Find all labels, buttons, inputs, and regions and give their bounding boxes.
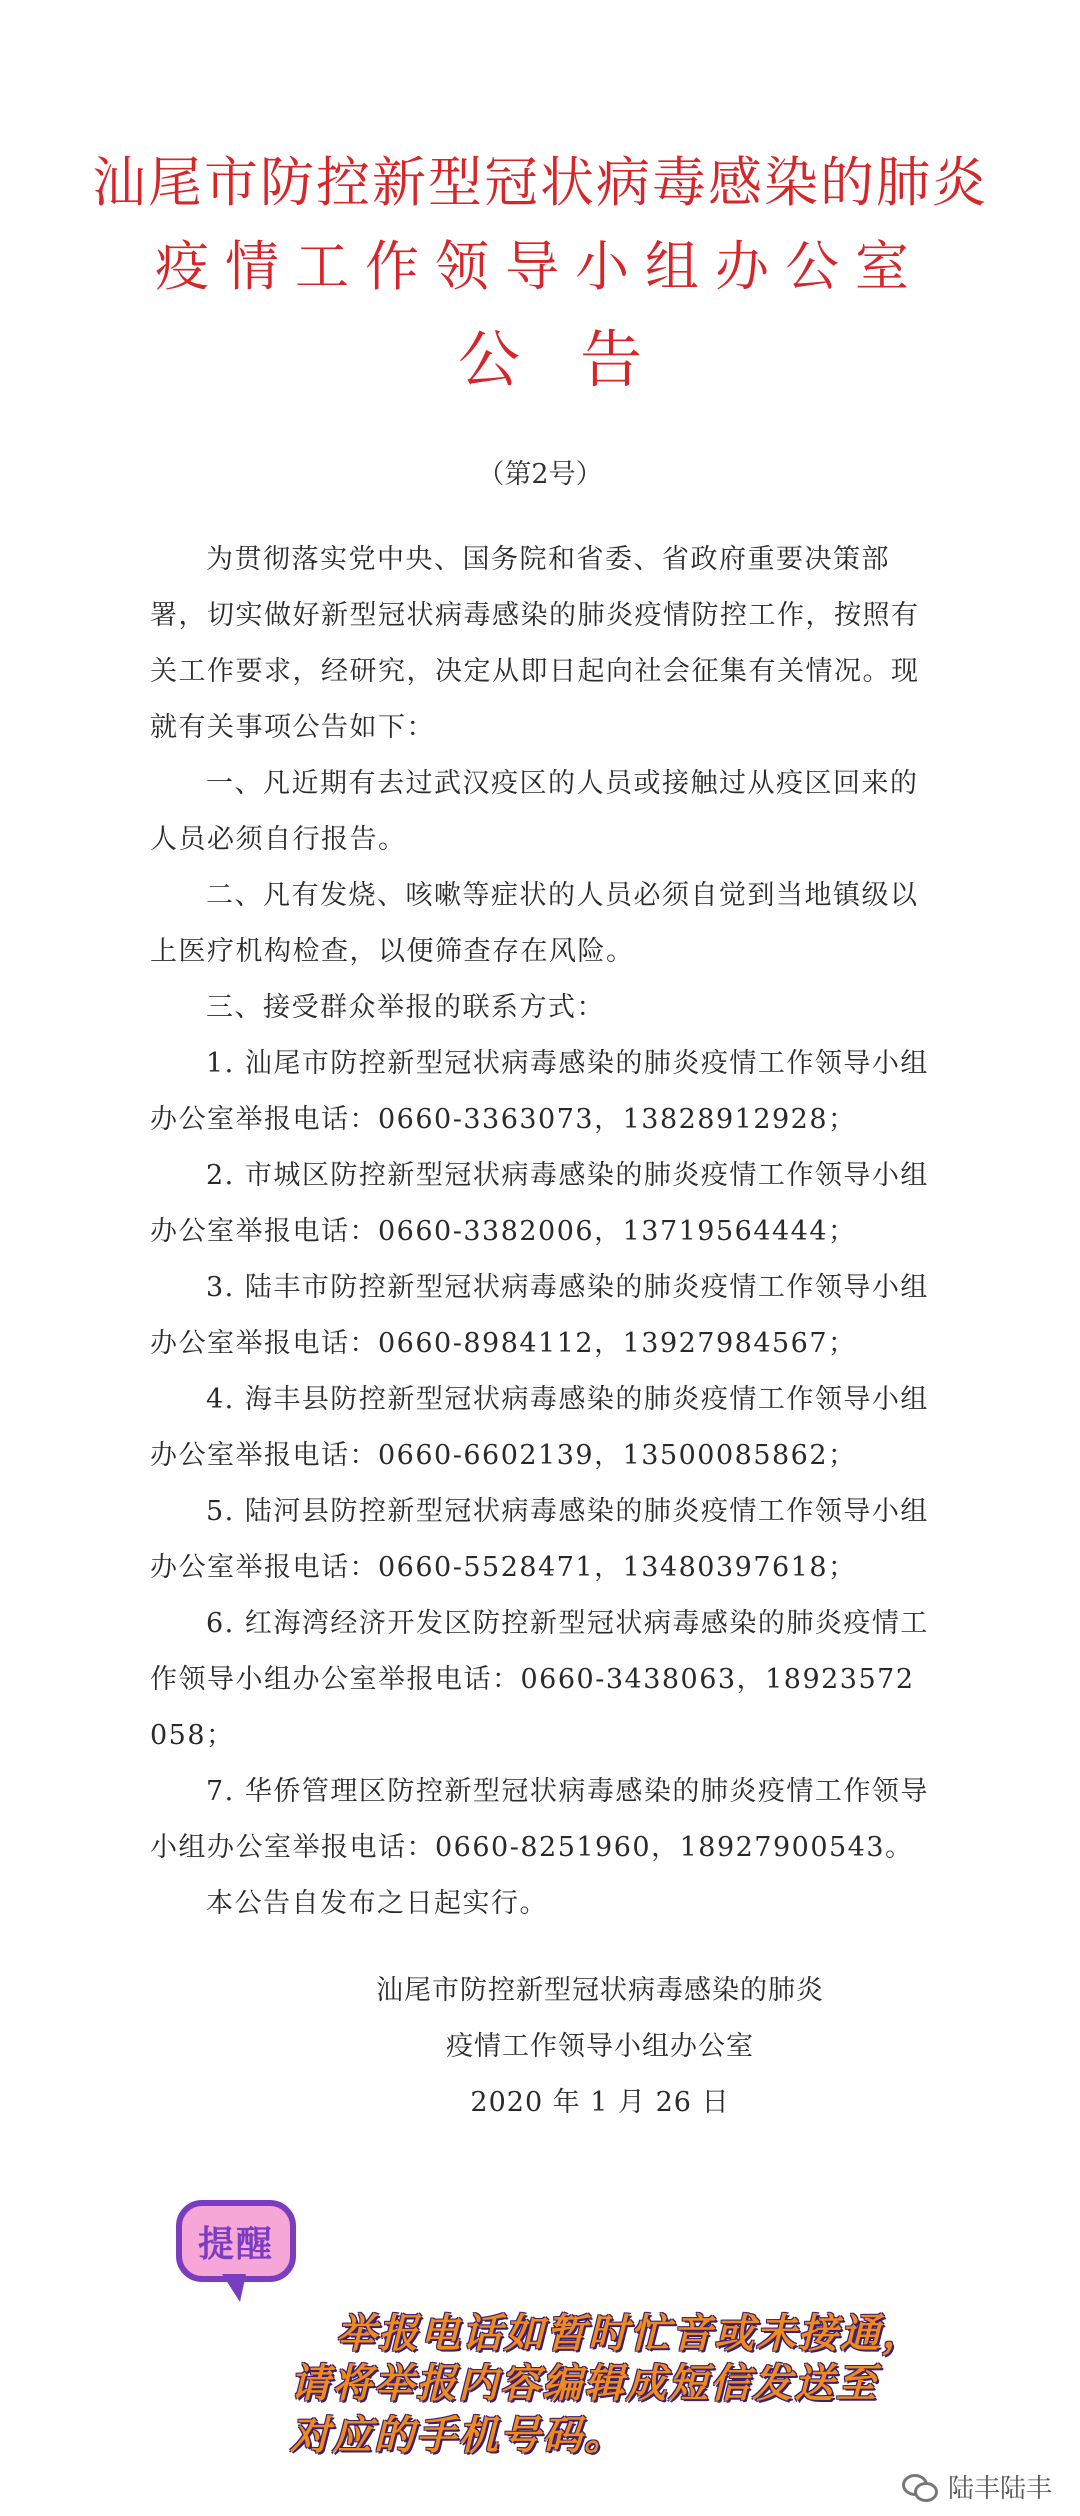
- signature-line-1: 汕尾市防控新型冠状病毒感染的肺炎: [376, 1975, 824, 2006]
- body-paragraph: 一、凡近期有去过武汉疫区的人员或接触过从疫区回来的人员必须自行报告。: [150, 768, 919, 855]
- reminder-line-1: 举报电话如暂时忙音或未接通，: [336, 2311, 924, 2357]
- watermark-text: 陆丰陆丰: [947, 2474, 1052, 2504]
- hotline-item: 4. 海丰县防控新型冠状病毒感染的肺炎疫情工作领导小组办公室举报电话：0660-6602139，13500085862；: [150, 1384, 929, 1471]
- reminder-badge-label: 提醒: [197, 2223, 274, 2265]
- hotline-item: 1. 汕尾市防控新型冠状病毒感染的肺炎疫情工作领导小组办公室举报电话：0660-3363073，13828912928；: [150, 1048, 929, 1135]
- signature-date: 2020 年 1 月 26 日: [470, 2087, 730, 2118]
- reminder-line-3: 对应的手机号码。: [290, 2413, 626, 2459]
- body-paragraph: 二、凡有发烧、咳嗽等症状的人员必须自觉到当地镇级以上医疗机构检查，以便筛查存在风险。: [150, 880, 919, 967]
- speech-bubble-tail-icon: [222, 2274, 246, 2302]
- title-announcement: 公告: [457, 323, 702, 396]
- reminder-line-2: 请将举报内容编辑成短信发送至: [290, 2361, 878, 2407]
- wechat-icon: [902, 2472, 938, 2502]
- hotline-item: 6. 红海湾经济开发区防控新型冠状病毒感染的肺炎疫情工作领导小组办公室举报电话：0660-3438063，18923572058；: [150, 1608, 929, 1751]
- signature-line-2: 疫情工作领导小组办公室: [446, 2031, 754, 2062]
- watermark: [902, 2468, 1052, 2505]
- announcement-number: （第2号）: [477, 459, 603, 490]
- hotline-item: 7. 华侨管理区防控新型冠状病毒感染的肺炎疫情工作领导小组办公室举报电话：0660-8251960，18927900543。: [150, 1776, 929, 1863]
- announcement-body: [150, 532, 930, 1932]
- hotline-item: 5. 陆河县防控新型冠状病毒感染的肺炎疫情工作领导小组办公室举报电话：0660-5528471，13480397618；: [150, 1496, 929, 1583]
- body-paragraph: 本公告自发布之日起实行。: [206, 1888, 548, 1919]
- body-paragraph: 为贯彻落实党中央、国务院和省委、省政府重要决策部署，切实做好新型冠状病毒感染的肺炎疫情防控工作，按照有关工作要求，经研究，决定从即日起向社会征集有关情况。现就有关事项公告如下：: [150, 544, 920, 743]
- body-paragraph: 三、接受群众举报的联系方式：: [206, 992, 605, 1023]
- title-line-1: 汕尾市防控新型冠状病毒感染的肺炎: [92, 151, 988, 214]
- hotline-item: 2. 市城区防控新型冠状病毒感染的肺炎疫情工作领导小组办公室举报电话：0660-3382006，13719564444；: [150, 1160, 929, 1247]
- hotline-item: 3. 陆丰市防控新型冠状病毒感染的肺炎疫情工作领导小组办公室举报电话：0660-8984112，13927984567；: [150, 1272, 929, 1359]
- reminder-badge: [176, 2200, 296, 2282]
- title-line-2: 疫情工作领导小组办公室: [155, 235, 925, 298]
